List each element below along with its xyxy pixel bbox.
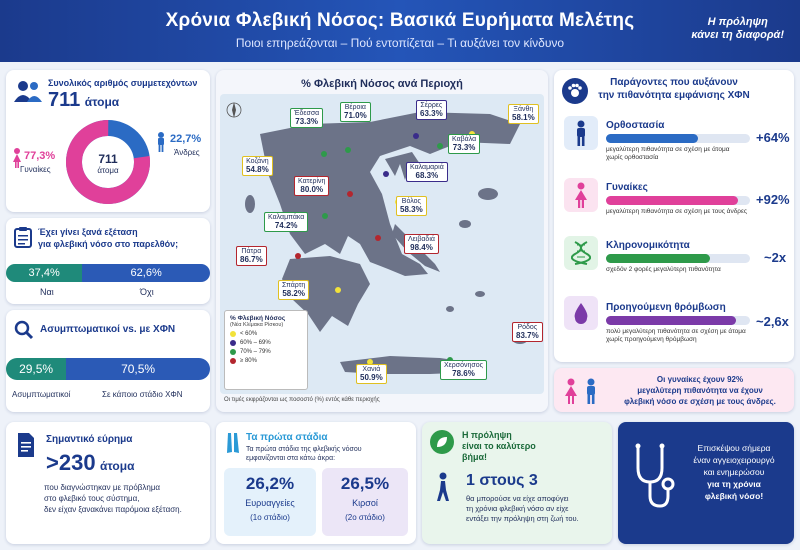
risk-value-standing: +64% (756, 130, 790, 145)
prior-exam-yes-bar: 37,4% (6, 264, 82, 282)
risk-value-women: +92% (756, 192, 790, 207)
risk-title-women: Γυναίκες (606, 182, 648, 193)
men-percent: 22,7% (170, 133, 202, 145)
early-stages-desc: Τα πρώτα στάδια της φλεβικής νόσου εμφανίζονται στα κάτω άκρα: (246, 446, 362, 462)
donut-center: 711 άτομα (97, 152, 119, 175)
page-subtitle: Ποιοι επηρεάζονται – Πού εντοπίζεται – Τι αυξάνει τον κίνδυνο (235, 36, 565, 50)
risk-value-heredity: ~2x (764, 250, 787, 265)
prior-exam-title: Έχει γίνει ξανά εξέταση για φλεβική νόσο στο παρελθόν; (38, 227, 179, 249)
asymptomatic-bar: 29,5% (6, 358, 66, 380)
early-stages-card (216, 422, 416, 544)
risk-title-heredity: Κληρονομικότητα (606, 240, 690, 251)
region-label: Ρόδος 83.7% (512, 322, 543, 342)
risk-bar-standing (606, 134, 750, 143)
man-icon (156, 132, 166, 152)
region-label: Κοζάνη 54.8% (242, 156, 273, 176)
leaf-icon (430, 430, 454, 454)
map-card (216, 70, 548, 412)
participants-title: Συνολικός αριθμός συμμετεχόντων (48, 78, 198, 88)
region-label: Σέρρες 63.3% (416, 100, 447, 120)
people-icon (14, 80, 42, 102)
map-title: % Φλεβική Νόσος ανά Περιοχή (301, 78, 463, 90)
header-banner (0, 0, 800, 62)
risk-desc-women: μεγαλύτερη πιθανότητα σε σχέση με τους άνδρες (606, 208, 748, 215)
dna-icon (564, 236, 598, 270)
slogan: Η πρόληψη κάνει τη διαφορά! (691, 16, 784, 41)
key-finding-value: >230 άτομα (46, 450, 135, 475)
legs-icon (226, 432, 240, 454)
legend-item: < 60% (230, 331, 302, 337)
region-label: Χανιά 50.9% (356, 364, 387, 384)
standing-person-icon (564, 116, 598, 150)
prevention-title: Η πρόληψη είναι το καλύτερο βήμα! (462, 430, 536, 462)
visit-cta-text: Επισκέψου σήμερα έναν αγγειοχειρουργό και ενημερώσου για τη χρόνια φλεβική νόσο! (693, 443, 775, 501)
women-callout-text: Οι γυναίκες έχουν 92% μεγαλύτερη πιθανότητα να έχουν φλεβική νόσο σε σχέση με τους άνδρες. (624, 375, 776, 406)
risk-title-standing: Ορθοστασία (606, 120, 665, 131)
walking-person-icon (434, 472, 452, 502)
stethoscope-icon (630, 442, 678, 512)
women-callout-card (554, 368, 794, 412)
risk-factors-card (554, 70, 794, 362)
region-label: Βέροια 71.0% (340, 102, 371, 122)
region-label: Πάτρα 86.7% (236, 246, 267, 266)
participants-total: 711 άτομα (48, 89, 120, 111)
women-percent: 77,3% (24, 150, 56, 162)
risk-bar-heredity (606, 254, 750, 263)
early-stages-title: Τα πρώτα στάδια (246, 432, 328, 443)
prevention-card (422, 422, 612, 544)
risk-desc-thrombosis: πολύ μεγαλύτερη πιθανότητα σε σχέση με άτομα χωρίς προηγούμενη θρόμβωση (606, 328, 746, 343)
varicose-veins-box: 26,5% Κιρσοί (2ο στάδιο) (322, 468, 408, 536)
region-label: Έδεσσα 73.3% (290, 108, 323, 128)
spider-veins-box: 26,2% Ευρυαγγείες (1ο στάδιο) (224, 468, 316, 536)
risk-bar-thrombosis (606, 316, 750, 325)
compass-icon (227, 102, 241, 118)
document-icon (16, 432, 36, 458)
key-finding-text: που διαγνώστηκαν με πρόβλημα στο φλεβικό τους σύστημα, δεν είχαν ξανακάνει παρόμοια εξέταση. (44, 483, 182, 514)
women-label: Γυναίκες (20, 165, 51, 174)
women-icon (562, 378, 602, 404)
region-label: Κατερίνη 80.0% (294, 176, 329, 196)
asymptomatic-card (6, 310, 210, 412)
asymptomatic-title: Ασυμπτωματικοί vs. με ΧΦΝ (40, 324, 176, 335)
risk-factors-title: Παράγοντες που αυξάνουν την πιθανότητα εμφάνισης ΧΦΝ (598, 77, 750, 101)
region-label: Βόλος 58.3% (396, 196, 427, 216)
prior-exam-yes-label: Ναι (40, 287, 54, 297)
clipboard-icon (14, 226, 32, 248)
search-icon (14, 320, 34, 340)
region-label: Σπάρτη 58.2% (278, 280, 309, 300)
map-legend: % Φλεβική Νόσος (Νέα Κλίμακα Ρίσκου) < 60% 60% – 69% 70% – 79% ≥ 80% (224, 310, 308, 390)
key-finding-title: Σημαντικό εύρημα (46, 434, 133, 445)
map-footnote: Οι τιμές εκφράζονται ως ποσοστό (%) εντός κάθε περιοχής (224, 397, 380, 403)
prior-exam-no-bar: 62,6% (82, 264, 210, 282)
woman-icon (564, 178, 598, 212)
men-label: Άνδρες (174, 148, 200, 157)
region-label: Καβάλα 73.3% (448, 134, 480, 154)
region-label: Καλαμπάκα 74.2% (264, 212, 308, 232)
risk-desc-heredity: σχεδόν 2 φορές μεγαλύτερη πιθανότητα (606, 266, 721, 273)
legend-item: ≥ 80% (230, 358, 302, 364)
cvd-bar: 70,5% (66, 358, 210, 380)
region-label: Ξάνθη 58.1% (508, 104, 539, 124)
region-label: Καλαμαριά 68.3% (406, 162, 448, 182)
visit-cta-card (618, 422, 794, 544)
prevention-value: 1 στους 3 (466, 472, 538, 489)
page-title: Χρόνια Φλεβική Νόσος: Βασικά Ευρήματα Μελέτης (165, 10, 635, 31)
asymptomatic-label: Ασυμπτωματικοί (12, 390, 71, 399)
legend-item: 60% – 69% (230, 340, 302, 346)
region-label: Λειβαδιά 98.4% (404, 234, 439, 254)
prior-exam-card (6, 218, 210, 304)
risk-value-thrombosis: ~2,6x (756, 314, 789, 329)
prevention-text: θα μπορούσε να είχε αποφύγει τη χρόνια φλεβική νόσο αν είχε εντάξει την πρόληψη στη ζωή του. (466, 494, 579, 523)
risk-bar-women (606, 196, 750, 205)
participants-card (6, 70, 210, 212)
key-finding-card (6, 422, 210, 544)
cvd-label: Σε κάποιο στάδιο ΧΦΝ (102, 390, 183, 399)
risk-desc-standing: μεγαλύτερη πιθανότητα σε σχέση με άτομα χωρίς ορθοστασία (606, 146, 730, 161)
legend-item: 70% – 79% (230, 349, 302, 355)
blood-drop-icon (564, 296, 598, 330)
risk-title-thrombosis: Προηγούμενη θρόμβωση (606, 302, 726, 313)
prior-exam-no-label: Όχι (140, 287, 154, 297)
map-area (220, 94, 544, 394)
region-label: Χερσόνησος 78.6% (440, 360, 487, 380)
